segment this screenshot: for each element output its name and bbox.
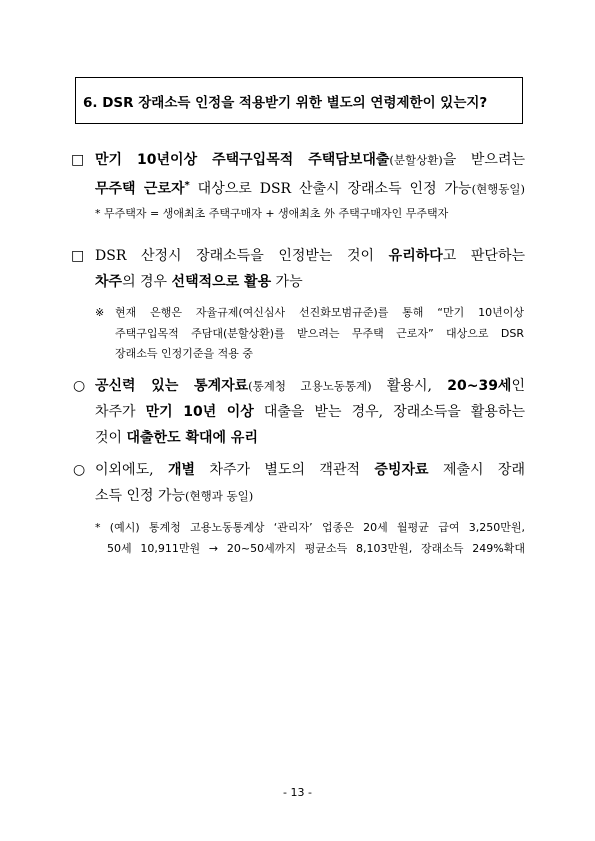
item-3-line-3 — [95, 425, 525, 451]
body-text: 차주가 — [95, 404, 146, 420]
item-4 — [73, 457, 525, 509]
item-2-reference-note — [95, 303, 525, 365]
body-text: DSR 산정시 장래소득을 인정받는 것이 — [95, 248, 389, 264]
item-4-line-1 — [95, 457, 525, 483]
emphasis-text: 무주택 근로자 — [95, 181, 185, 197]
item-1 — [71, 147, 525, 202]
body-text: 대상으로 DSR 산출시 장래소득 인정 가능 — [189, 181, 472, 197]
item-2 — [71, 243, 525, 295]
square-bullet-icon: □ — [71, 248, 85, 264]
circle-bullet-icon: ○ — [73, 378, 86, 394]
body-text: 활용시, — [371, 378, 448, 394]
item-1-line-1 — [95, 147, 525, 173]
body-text: 소득 인정 가능 — [95, 488, 186, 504]
parenthetical-text: (현행과 동일) — [185, 489, 254, 503]
footnote-text: * 무주택자 = 생애최초 주택구매자 + 생애최초 外 주택구매자인 무주택자 — [95, 207, 449, 220]
note-line: 장래소득 인정기준을 적용 중 — [115, 347, 254, 360]
emphasis-text: 대출한도 확대에 유리 — [126, 430, 258, 446]
parenthetical-text: (분할상환) — [389, 153, 443, 167]
body-text: 고 판단하는 — [442, 248, 525, 264]
reference-mark-icon: ※ — [95, 306, 105, 319]
emphasis-text: 유리하다 — [388, 248, 443, 264]
item-2-line-2 — [95, 269, 525, 295]
body-text: 대출을 받는 경우, 장래소득을 활용하는 — [253, 404, 525, 420]
item-3-line-2 — [95, 399, 525, 425]
emphasis-text: 개별 — [167, 462, 196, 478]
body-text: 차주가 별도의 객관적 — [195, 462, 375, 478]
body-text: 인 — [511, 378, 525, 394]
item-3-line-1 — [95, 373, 525, 399]
emphasis-text: 선택적으로 활용 — [171, 274, 272, 290]
body-text: 제출시 장래 — [428, 462, 525, 478]
square-bullet-icon: □ — [71, 152, 85, 168]
body-text: 가능 — [271, 274, 303, 290]
emphasis-text: 증빙자료 — [374, 462, 429, 478]
body-text: 것이 — [95, 430, 127, 446]
note-line: 주택구입목적 주담대(분할상환)를 받으려는 무주택 근로자” 대상으로 DSR — [115, 326, 524, 340]
circle-bullet-icon: ○ — [73, 462, 86, 478]
item-2-line-1 — [95, 243, 525, 269]
footnote-line: 50세 10,911만원 → 20~50세까지 평균소득 8,103만원, 장래소득 249%확대 — [107, 542, 525, 555]
item-1-footnote — [95, 205, 525, 223]
note-line: 현재 은행은 자율규제(여신심사 선진화모범규준)를 통해 “만기 10년이상 — [115, 306, 524, 319]
question-title: 6. DSR 장래소득 인정을 적용받기 위한 별도의 연령제한이 있는지? — [83, 94, 488, 111]
body-text: 이외에도, — [95, 462, 168, 478]
footnote-line: * (예시) 통계청 고용노동통계상 ‘관리자’ 업종은 20세 월평균 급여 3,250만원, — [95, 521, 525, 534]
emphasis-text: 만기 10년 이상 — [145, 404, 254, 420]
emphasis-text: 차주 — [95, 274, 123, 290]
body-text: 의 경우 — [122, 274, 172, 290]
question-box — [75, 77, 523, 124]
item-1-line-2 — [95, 173, 525, 202]
emphasis-text: 만기 10년이상 주택구입목적 주택담보대출 — [95, 152, 390, 168]
item-4-footnote — [95, 517, 525, 559]
item-3 — [73, 373, 525, 451]
footnote-marker: * — [184, 180, 190, 191]
page-number: - 13 - — [283, 786, 312, 799]
emphasis-text: 공신력 있는 통계자료 — [95, 378, 249, 394]
parenthetical-text: (현행동일) — [471, 182, 525, 196]
item-4-line-2 — [95, 483, 525, 509]
reference-note-body — [115, 303, 524, 365]
body-text: 을 받으려는 — [442, 152, 525, 168]
parenthetical-text: (통계청 고용노동통계) — [248, 379, 372, 393]
emphasis-text: 20~39세 — [447, 378, 512, 394]
